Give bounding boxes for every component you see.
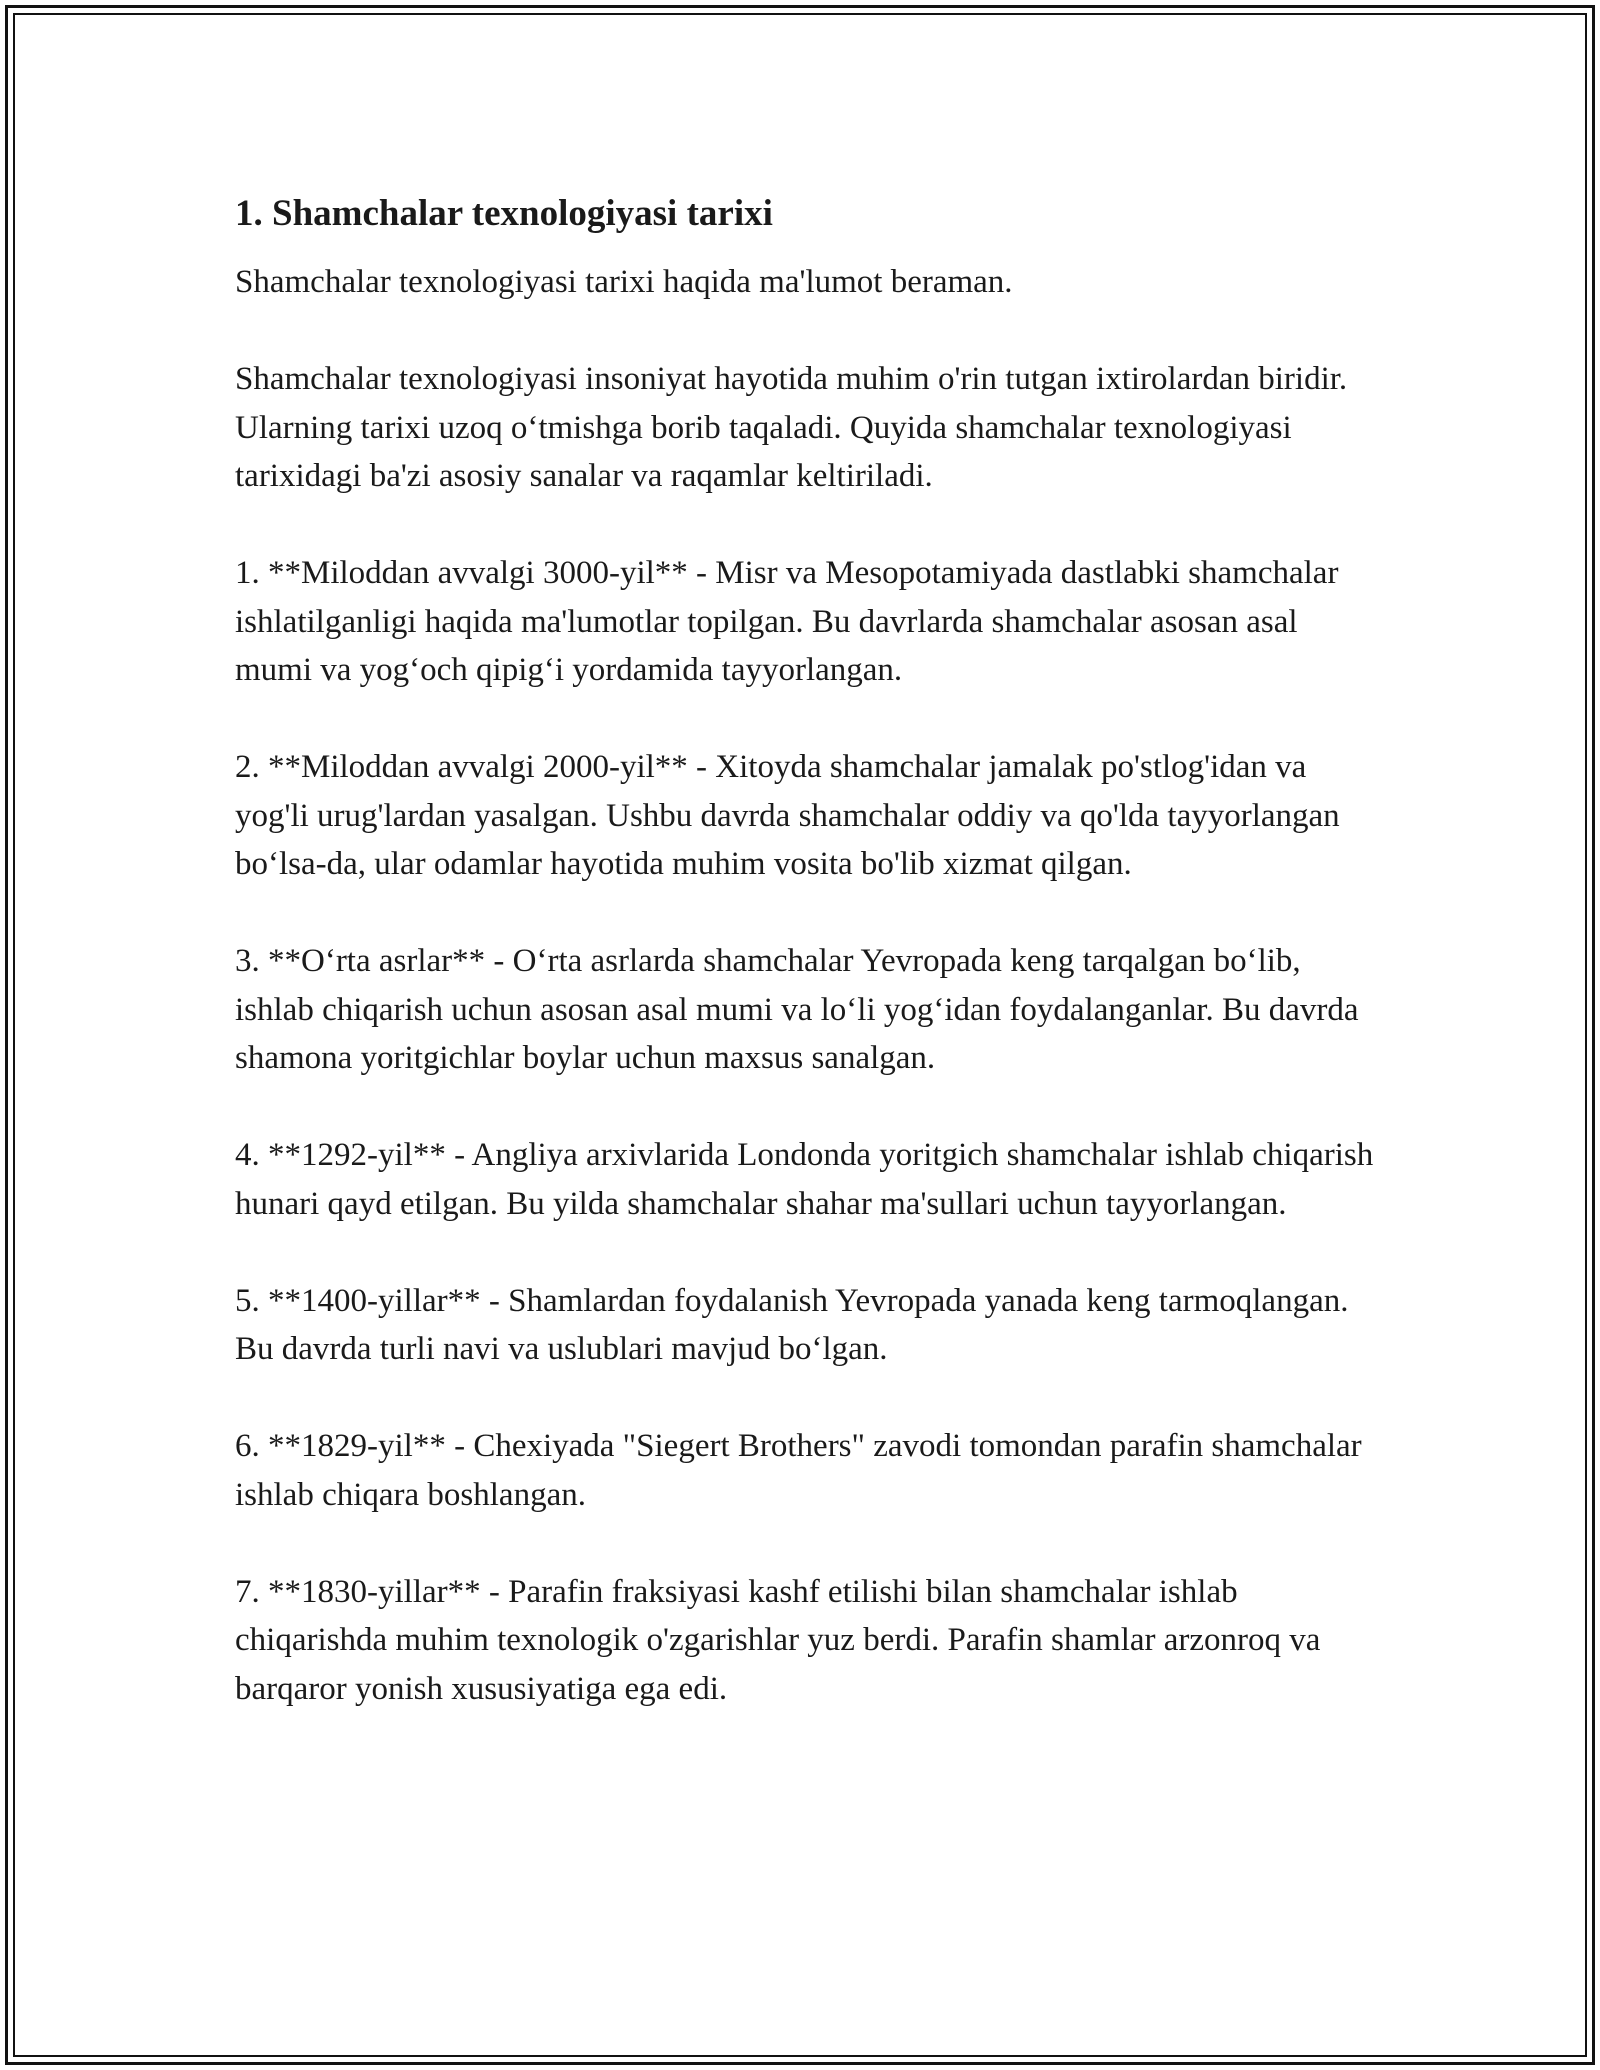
timeline-item: 6. **1829-yil** - Chexiyada "Siegert Brothers" zavodi tomondan parafin shamchalar ishlab chiqara boshlangan. xyxy=(235,1428,1362,1513)
document-title: 1. Shamchalar texnologiyasi tarixi xyxy=(235,193,773,234)
document-body xyxy=(235,188,1375,1762)
timeline-item: 3. **O‘rta asrlar** - O‘rta asrlarda shamchalar Yevropada keng tarqalgan bo‘lib, ishlab chiqarish uchun asosan asal mumi va lo‘li yog‘idan foydalanganlar. Bu davrda shamona yoritgichlar boylar uchun maxsus sanalgan. xyxy=(235,943,1359,1076)
overview-paragraph: Shamchalar texnologiyasi insoniyat hayotida muhim o'rin tutgan ixtirolardan biridir. Ularning tarixi uzoq o‘tmishga borib taqaladi. Quyida shamchalar texnologiyasi tarixidagi ba'zi asosiy sanalar va raqamlar keltiriladi. xyxy=(235,361,1348,494)
timeline-item: 7. **1830-yillar** - Parafin fraksiyasi kashf etilishi bilan shamchalar ishlab chiqarishda muhim texnologik o'zgarishlar yuz berdi. Parafin shamlar arzonroq va barqaror yonish xususiyatiga ega edi. xyxy=(235,1573,1321,1707)
intro-paragraph: Shamchalar texnologiyasi tarixi haqida ma'lumot beraman. xyxy=(235,264,1013,300)
timeline-item: 4. **1292-yil** - Angliya arxivlarida Londonda yoritgich shamchalar ishlab chiqarish hunari qayd etilgan. Bu yilda shamchalar shahar ma'sullari uchun tayyorlangan. xyxy=(235,1137,1374,1222)
timeline-item: 2. **Miloddan avvalgi 2000-yil** - Xitoyda shamchalar jamalak po'stlog'idan va yog'li urug'lardan yasalgan. Ushbu davrda shamchalar oddiy va qo'lda tayyorlangan bo‘lsa-da, ular odamlar hayotida muhim vosita bo'lib xizmat qilgan. xyxy=(235,749,1340,882)
timeline-item: 5. **1400-yillar** - Shamlardan foydalanish Yevropada yanada keng tarmoqlangan. Bu davrda turli navi va uslublari mavjud bo‘lgan. xyxy=(235,1282,1349,1367)
timeline-item: 1. **Miloddan avvalgi 3000-yil** - Misr va Mesopotamiyada dastlabki shamchalar ishlatilganligi haqida ma'lumotlar topilgan. Bu davrlarda shamchalar asosan asal mumi va yog‘och qipig‘i yordamida tayyorlangan. xyxy=(235,555,1339,688)
